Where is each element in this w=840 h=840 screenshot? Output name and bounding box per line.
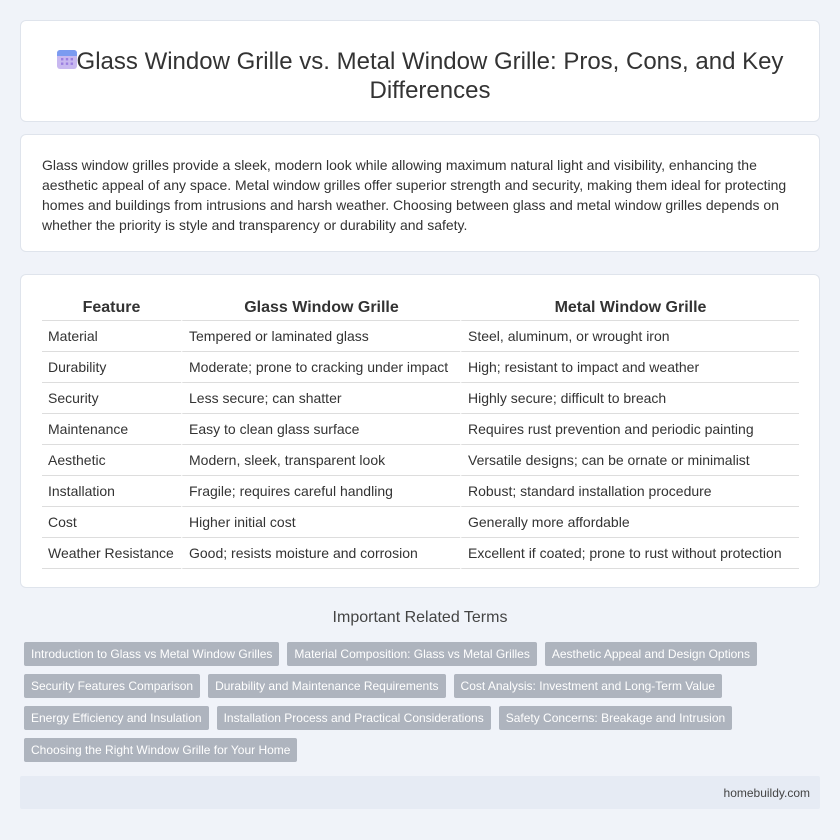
table-row bbox=[42, 476, 799, 507]
table-row bbox=[42, 507, 799, 538]
table-row bbox=[42, 352, 799, 383]
feature-cell: Durability bbox=[42, 352, 181, 383]
feature-cell: Weather Resistance bbox=[42, 538, 181, 569]
comparison-table bbox=[42, 295, 799, 569]
footer bbox=[20, 776, 820, 809]
table-row bbox=[42, 383, 799, 414]
glass-cell: Moderate; prone to cracking under impact bbox=[181, 352, 460, 383]
table-row bbox=[42, 321, 799, 352]
feature-cell: Cost bbox=[42, 507, 181, 538]
feature-cell: Aesthetic bbox=[42, 445, 181, 476]
table-header-row bbox=[42, 295, 799, 321]
related-term-tag[interactable]: Durability and Maintenance Requirements bbox=[208, 674, 445, 698]
metal-cell: Requires rust prevention and periodic painting bbox=[460, 414, 799, 445]
related-term-tag[interactable]: Safety Concerns: Breakage and Intrusion bbox=[499, 706, 732, 730]
metal-cell: Robust; standard installation procedure bbox=[460, 476, 799, 507]
metal-cell: High; resistant to impact and weather bbox=[460, 352, 799, 383]
glass-cell: Higher initial cost bbox=[181, 507, 460, 538]
metal-cell: Steel, aluminum, or wrought iron bbox=[460, 321, 799, 352]
table-row bbox=[42, 538, 799, 569]
glass-cell: Tempered or laminated glass bbox=[181, 321, 460, 352]
glass-cell: Good; resists moisture and corrosion bbox=[181, 538, 460, 569]
metal-cell: Highly secure; difficult to breach bbox=[460, 383, 799, 414]
glass-cell: Modern, sleek, transparent look bbox=[181, 445, 460, 476]
title-card bbox=[20, 20, 820, 122]
footer-site-link[interactable]: homebuildy.com bbox=[723, 786, 810, 800]
related-term-tag[interactable]: Choosing the Right Window Grille for Your Home bbox=[24, 738, 297, 762]
glass-cell: Less secure; can shatter bbox=[181, 383, 460, 414]
table-row bbox=[42, 445, 799, 476]
page-title: Glass Window Grille vs. Metal Window Grille: Pros, Cons, and Key Differences bbox=[76, 48, 784, 104]
glass-cell: Easy to clean glass surface bbox=[181, 414, 460, 445]
header-glass: Glass Window Grille bbox=[181, 295, 460, 321]
intro-card bbox=[20, 134, 820, 252]
metal-cell: Versatile designs; can be ornate or minimalist bbox=[460, 445, 799, 476]
related-terms-list bbox=[24, 642, 804, 762]
header-feature: Feature bbox=[42, 295, 181, 321]
metal-cell: Excellent if coated; prone to rust without protection bbox=[460, 538, 799, 569]
related-terms-heading: Important Related Terms bbox=[332, 609, 508, 626]
metal-cell: Generally more affordable bbox=[460, 507, 799, 538]
related-term-tag[interactable]: Aesthetic Appeal and Design Options bbox=[545, 642, 757, 666]
glass-cell: Fragile; requires careful handling bbox=[181, 476, 460, 507]
feature-cell: Maintenance bbox=[42, 414, 181, 445]
intro-paragraph: Glass window grilles provide a sleek, modern look while allowing maximum natural light and visibility, enhancing the aesthetic appeal of any space. Metal window grilles offer superior strength and security, making them ideal for protecting homes and buildings from intrusions and harsh weather. Choosing between glass and metal window grilles depends on whether the priority is style and transparency or durability and safety. bbox=[42, 157, 787, 233]
feature-cell: Security bbox=[42, 383, 181, 414]
feature-cell: Installation bbox=[42, 476, 181, 507]
comparison-card bbox=[20, 274, 820, 588]
feature-cell: Material bbox=[42, 321, 181, 352]
related-term-tag[interactable]: Security Features Comparison bbox=[24, 674, 200, 698]
related-term-tag[interactable]: Energy Efficiency and Insulation bbox=[24, 706, 209, 730]
related-term-tag[interactable]: Introduction to Glass vs Metal Window Grilles bbox=[24, 642, 279, 666]
header-metal: Metal Window Grille bbox=[460, 295, 799, 321]
related-term-tag[interactable]: Installation Process and Practical Considerations bbox=[217, 706, 491, 730]
related-term-tag[interactable]: Cost Analysis: Investment and Long-Term Value bbox=[454, 674, 723, 698]
table-row bbox=[42, 414, 799, 445]
related-term-tag[interactable]: Material Composition: Glass vs Metal Grilles bbox=[287, 642, 536, 666]
